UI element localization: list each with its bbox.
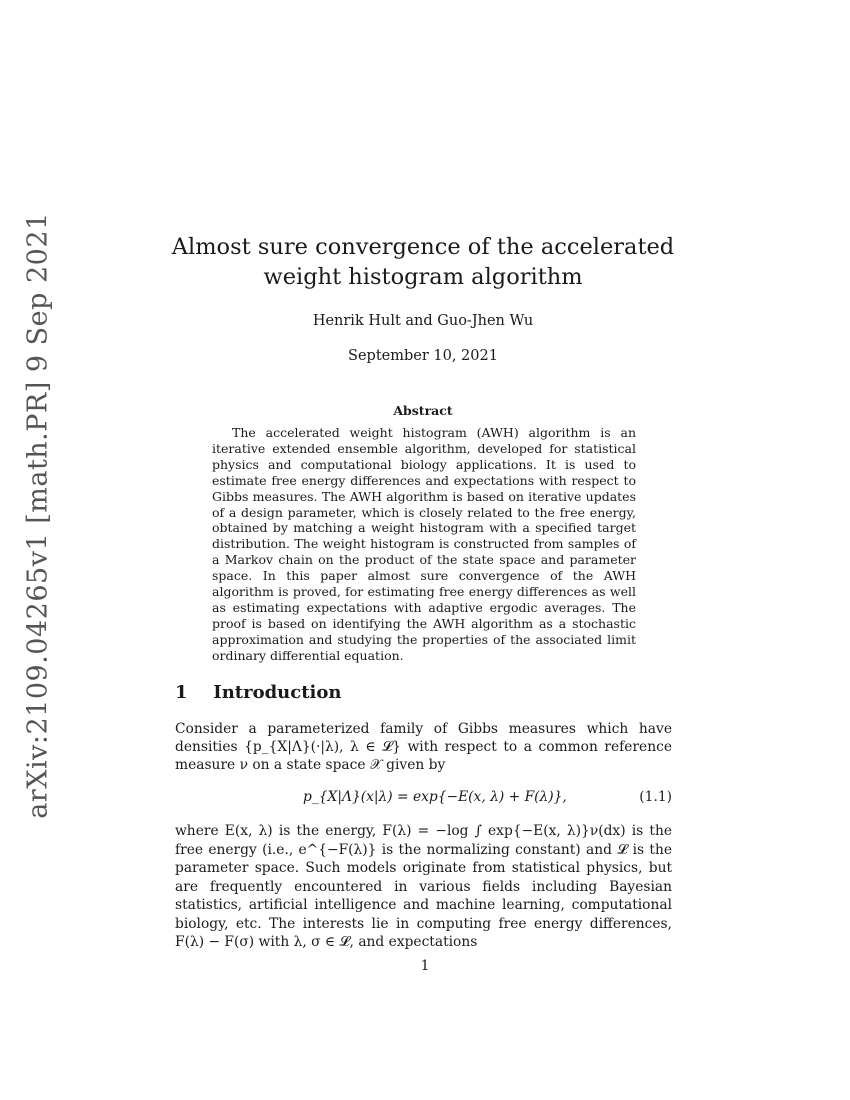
equation-expression: p_{X|Λ}(x|λ) = exp{−E(x, λ) + F(λ)}, bbox=[303, 789, 567, 805]
abstract-body: The accelerated weight histogram (AWH) algorithm is an iterative extended ensemble algorithm, developed for statistical physics and computational biology applications. It is used to estimate free energy differences and expectations with respect to Gibbs measures. The AWH algorithm is based on iterative updates of a design parameter, which is closely related to the free energy, obtained by matching a weight histogram with a specified target distribution. The weight histogram is constructed from samples of a Markov chain on the product of the state space and parameter space. In this paper almost sure convergence of the AWH algorithm is proved, for estimating free energy differences as well as estimating expectations with adaptive ergodic averages. The proof is based on identifying the AWH algorithm as a stochastic approximation and studying the properties of the associated limit ordinary differential equation. bbox=[212, 425, 636, 663]
paper-authors: Henrik Hult and Guo-Jhen Wu bbox=[312, 313, 534, 329]
equation-number: (1.1) bbox=[639, 789, 672, 805]
intro-paragraph-1: Consider a parameterized family of Gibbs measures which have densities {p_{X|Λ}(·|λ), λ ∈ 𝓛} with respect to a common reference measure ν on a state space 𝒳 given by bbox=[175, 721, 672, 773]
abstract-heading: Abstract bbox=[393, 403, 453, 418]
equation-1-1 bbox=[175, 789, 672, 811]
paper-date: September 10, 2021 bbox=[348, 348, 498, 364]
intro-paragraph-2: where E(x, λ) is the energy, F(λ) = −log ∫ exp{−E(x, λ)}ν(dx) is the free energy (i.e., e^{−F(λ)} is the normalizing constant) and 𝓛 is the parameter space. Such models originate from statistical physics, but are frequently encountered in various fields including Bayesian statistics, artificial intelligence and machine learning, computational biology, etc. The interests lie in computing free energy differences, F(λ) − F(σ) with λ, σ ∈ 𝓛, and expectations bbox=[175, 823, 672, 950]
paper-title: Almost sure convergence of the accelerated weight histogram algorithm bbox=[171, 234, 675, 290]
page-number: 1 bbox=[420, 958, 430, 974]
arxiv-identifier-stamp bbox=[14, 211, 62, 819]
section-number: 1 bbox=[175, 682, 188, 703]
section-title: Introduction bbox=[213, 682, 342, 703]
section-heading-introduction bbox=[175, 682, 341, 703]
arxiv-identifier-text: arXiv:2109.04265v1 [math.PR] 9 Sep 2021 bbox=[22, 211, 54, 819]
